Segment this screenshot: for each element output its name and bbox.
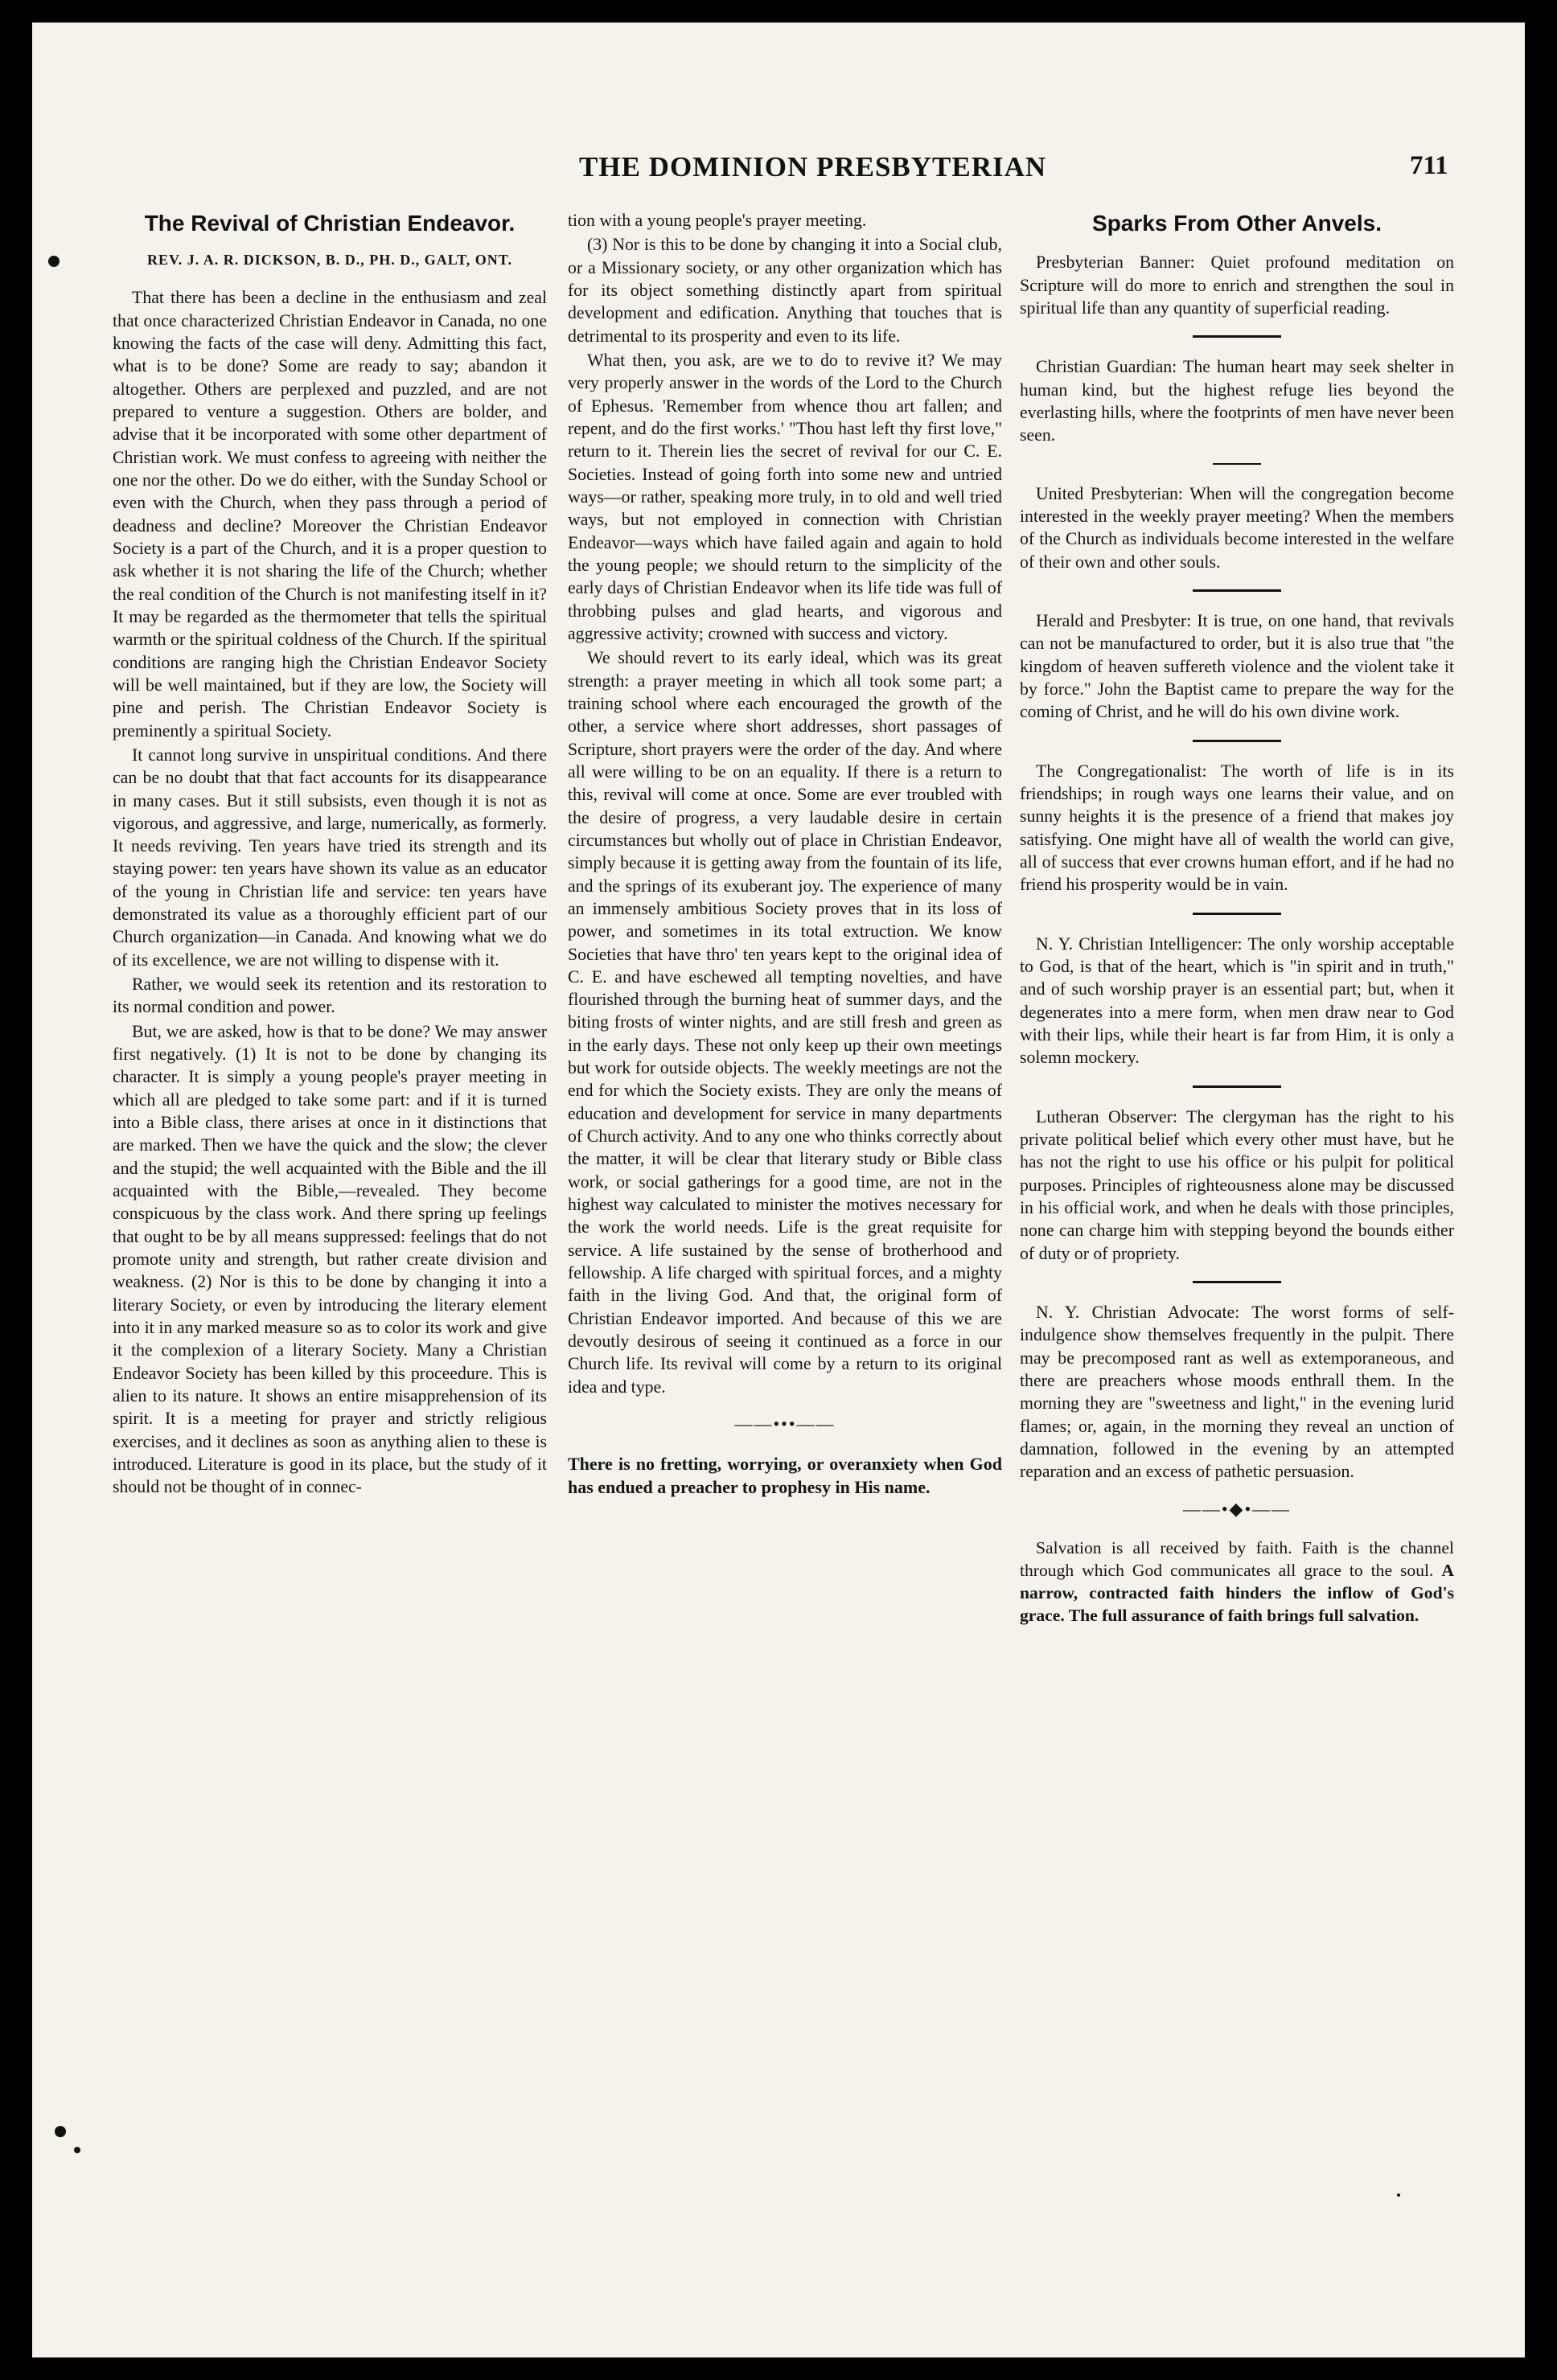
left-column [113,209,547,1499]
article-byline: REV. J. A. R. DICKSON, B. D., PH. D., GALT, ONT. [147,252,512,269]
rule-separator [1193,913,1281,915]
excerpt-block [1020,609,1454,724]
excerpt-block [1020,760,1454,897]
rule-separator [1193,740,1281,742]
ink-spot [1397,2193,1400,2197]
excerpt-text: The clergyman has the right to his private political belief which every other must have, but he has not the right to use his office or his pulpit for political purposes. Principles of righteousness alone may be discussed in his official work, and when he deals with those principles, none can charge him with stepping beyond the bounds either of duty or of propriety. [1020,1106,1454,1263]
article-paragraph: Rather, we would seek its retention and its restoration to its normal condition and power. [113,975,547,1017]
excerpt-source: N. Y. Christian Intelligencer: [1036,934,1243,954]
section-title: Sparks From Other Anvels. [1092,211,1382,236]
article-title: The Revival of Christian Endeavor. [144,211,516,236]
page-header [32,143,1525,191]
excerpt-block [1020,1301,1454,1483]
rule-separator [1193,335,1281,338]
excerpt-text: The human heart may seek shelter in human kind, but the highest refuge lies beyond the everlasting hills, where the footprints of men have never been seen. [1020,357,1454,445]
right-column [1020,209,1454,1627]
salvation-bold-text: A narrow, contracted faith hinders the inflow of God's grace. The full assurance of faith brings full salvation. [1020,1561,1454,1626]
article-paragraph: tion with a young people's prayer meeting. [568,211,867,230]
excerpt-block [1020,482,1454,573]
ornament-separator: ——•••—— [734,1414,836,1434]
excerpt-text: The only worship acceptable to God, is that of the heart, which is "in spirit and in truth," and of such worship prayer is an essential part; but, when it degenerates into a mere form, when men draw near to God with their lips, while their heart is far from Him, it is only a solemn mockery. [1020,934,1454,1068]
article-paragraph: (3) Nor is this to be done by changing it into a Social club, or a Missionary society, or any other organization which has for its object something distinctly apart from spiritual development and edification. Anything that touches that is detrimental to its prosperity and even to its life. [568,235,1002,346]
rule-separator [1193,1281,1281,1283]
excerpt-source: Lutheran Observer: [1036,1106,1177,1126]
middle-column [568,209,1002,1499]
excerpt-source: Christian Guardian: [1036,357,1177,377]
excerpt-source: Presbyterian Banner: [1036,252,1195,273]
excerpt-source: The Congregationalist: [1036,761,1207,781]
punch-hole-mark [55,2126,66,2137]
excerpt-text: The worst forms of self-indulgence show themselves frequently in the pulpit. There may be precomposed rant as well as extemporaneous, and there are preachers whose moods enthrall them. In the morning they are "sweetness and light," in the evening lurid flames; or, again, in the morning they reveal an unction of damnation, followed in the evening by an attempted reparation and an excess of pathetic persuasion. [1020,1302,1454,1482]
salvation-paragraph [1020,1537,1454,1627]
article-paragraph: But, we are asked, how is that to be done? We may answer first negatively. (1) It is not to be done by changing its character. It is simply a young people's prayer meeting in which all are pledged to take some part: and if it is turned into a Bible class, there arises at once in it distinctions that are marked. Then we have the quick and the slow; the clever and the stupid; the well acquainted with the Bible and the ill acquainted with the Bible,—revealed. They become conspicuous by the class work. And there spring up feelings that ought to be by all means suppressed: feelings that do not promote unity and strength, but rather create division and weakness. (2) Nor is this to be done by changing it into a literary Society, or even by introducing the literary element into it in any marked measure so as to color its work and give it the complexion of a literary Society. Many a Christian Endeavor Society has been killed by this proceedure. This is alien to its nature. It shows an entire misapprehension of its spirit. It is a meeting for prayer and strictly religious exercises, and it declines as soon as anything alien to these is introduced. Literature is good in its place, but the study of it should not be thought of in connec- [113,1021,547,1497]
article-paragraph: It cannot long survive in unspiritual conditions. And there can be no doubt that that fact accounts for its disappearance in many cases. But it still subsists, even though it is not as vigorous, and aggressive, and large, numerically, as formerly. It needs reviving. Ten years have tried its strength and its staying power: ten years have shown its value as an educator of the young in Christian life and service: ten years have demonstrated its value as a thoroughly efficient part of our Church organization—in Canada. And knowing what we do of its excellence, we are not willing to dispense with it. [113,745,547,970]
page-number: 711 [1410,151,1448,180]
excerpt-text: The worth of life is in its friendships; in rough ways one learns their value, and on sunny heights it is the presence of a friend that makes joy satisfying. One might have all of wealth the world can give, all of success that ever crowns human effort, and if he had no friend his prosperity would be in vain. [1020,761,1455,895]
excerpt-source: Herald and Presbyter: [1036,611,1192,630]
excerpt-block [1020,355,1454,446]
excerpt-source: United Presbyterian: [1036,483,1183,503]
newspaper-page [32,23,1525,2357]
salvation-text: Salvation is all received by faith. Faith is the channel through which God communicates all grace to the soul. [1020,1538,1454,1581]
excerpt-source: N. Y. Christian Advocate: [1036,1302,1240,1322]
running-title: THE DOMINION PRESBYTERIAN [579,151,1047,183]
rule-separator [1193,589,1281,592]
excerpt-text: It is true, on one hand, that revivals can not be manufactured to order, but it is also true that "the kingdom of heaven suffereth violence and the violent take it by force." John the Baptist came to prepare the way for the coming of Christ, and he will do his own divine work. [1020,611,1454,722]
rule-separator [1213,463,1261,465]
excerpt-block [1020,1106,1454,1265]
excerpt-text: When will the congregation become interested in the weekly prayer meeting? When the members of the Church as individuals become interested in the welfare of their own and other souls. [1020,483,1454,572]
ornament-separator: ——•◆•—— [1182,1498,1292,1519]
closing-note: There is no fretting, worrying, or overanxiety when God has endued a preacher to prophesy in His name. [568,1453,1002,1497]
excerpt-block [1020,933,1454,1069]
ink-spot [74,2147,80,2153]
article-paragraph: That there has been a decline in the enthusiasm and zeal that once characterized Christian Endeavor in Canada, no one knowing the facts of the case will deny. Admitting this fact, what is to be done? Some are ready to say; abandon it altogether. Others are perplexed and puzzled, and are not prepared to venture a suggestion. Others are bolder, and advise that it be incorporated with some other department of Christian work. We must confess to agreeing with neither the one nor the other. Do we do either, with the Sunday School or even with the Church, when they pass through a period of deadness and decline? Moreover the Christian Endeavor Society is a part of the Church, and it is a proper question to ask whether it is not sharing the life of the Church; whether the real condition of the Church is not manifesting itself in it? It may be regarded as the thermometer that tells the spiritual warmth or the spiritual coldness of the Church. If the spiritual conditions are ranging high the Christian Endeavor Society will be well maintained, but if they are low, the Society will pine and perish. The Christian Endeavor Society is preminently a spiritual Society. [113,288,547,741]
rule-separator [1193,1085,1281,1088]
article-paragraph: What then, you ask, are we to do to revive it? We may very properly answer in the words of the Lord to the Church of Ephesus. 'Remember from whence thou art fallen; and repent, and do the first works.' "Thou hast left thy first love," return to it. Therein lies the secret of revival for our C. E. Societies. Instead of going forth into some new and untried ways—or rather, speaking more truly, in to old and well tried ways, but not employed in connection with Christian Endeavor—ways which have failed again and again to hold the young people; we should return to the simplicity of the early days of Christian Endeavor when its life tide was full of throbbing pulses and glad hearts, and vigorous and aggressive activity; crowned with success and victory. [568,350,1002,643]
article-paragraph: We should revert to its early ideal, which was its great strength: a prayer meeting in which all took some part; a training school where each encouraged the growth of the other, a service where short addresses, short passages of Scripture, short prayers were the order of the day. And where all were willing to be on an equality. If there is a return to this, revival will come at once. Some are ever troubled with the desire of progress, a very laudable desire in certain circumstances but wholly out of place in Christian Endeavor, simply because it is getting away from the fountain of its life, and the springs of its exuberant joy. The experience of many an immensely ambitious Society proves that in its loss of power, and sometimes in its total extruction. We know Societies that have thro' ten years kept to the original idea of C. E. and have eschewed all tempting novelties, and have flourished through the burning heat of summer days, and the biting frosts of winter nights, and are still fresh and green as in the early days. These not only keep up their own meetings but work for outside objects. The weekly meetings are not the end for which the Society exists. They are only the means of education and development for service in many departments of Church activity. And to any one who thinks correctly about the matter, it will be clear that literary study or Bible class work, or social gatherings for a good time, are not in the highest way calculated to minister the motives necessary for the work the world needs. Life is the great requisite for service. A life sustained by the sense of brotherhood and fellowship. A life charged with spiritual forces, and a mighty faith in the living God. And that, the original form of Christian Endeavor imported. And because of this we are devoutly desirous of seeing it continued as a force in our Church life. Its revival will come by a return to its original idea and type. [568,648,1002,1397]
excerpt-block [1020,251,1454,319]
excerpt-text: Quiet profound meditation on Scripture will do more to enrich and strengthen the soul in spiritual life than any quantity of superficial reading. [1020,252,1455,318]
punch-hole-mark [48,256,60,267]
